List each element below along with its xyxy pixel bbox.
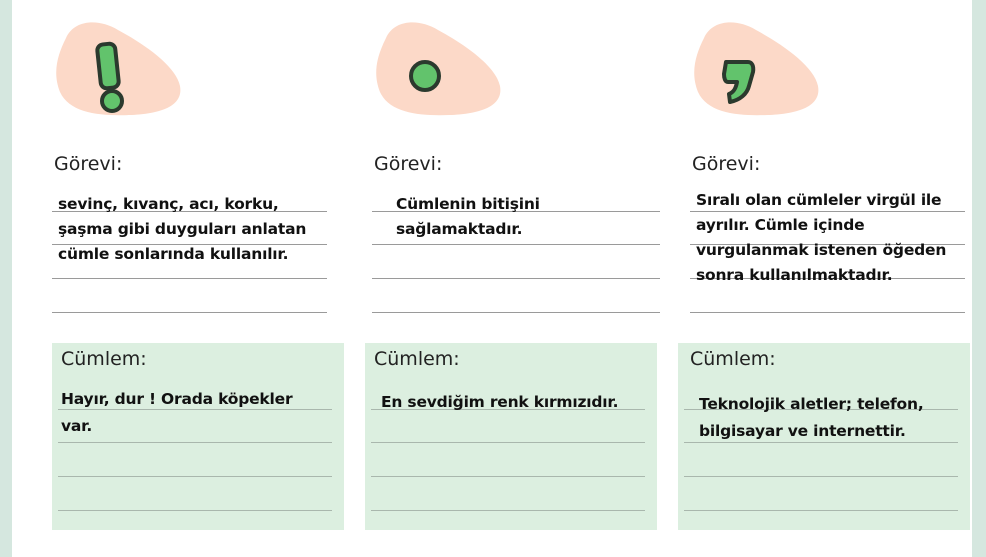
gorevi-label: Görevi: — [54, 153, 123, 175]
cumlem-line — [371, 442, 645, 443]
gorevi-text: Cümlenin bitişini sağlamaktadır. — [396, 195, 540, 238]
cumlem-line — [684, 476, 958, 477]
gorevi-line — [52, 278, 327, 279]
cumlem-line — [58, 476, 332, 477]
cumlem-box — [678, 343, 970, 530]
cumlem-line — [684, 510, 958, 511]
cumlem-line — [371, 510, 645, 511]
gorevi-line — [372, 278, 660, 279]
cumlem-label: Cümlem: — [690, 348, 776, 370]
gorevi-line — [690, 312, 965, 313]
gorevi-text: sevinç, kıvanç, acı, korku, şaşma gibi duyguları anlatan cümle sonlarında kullanılır. — [58, 195, 307, 263]
cumlem-line — [371, 476, 645, 477]
gorevi-label: Görevi: — [692, 153, 761, 175]
gorevi-text: Sıralı olan cümleler virgül ile ayrılır. Cümle içinde vurgulanmak istenen öğeden sonra kullanılmaktadır. — [696, 191, 947, 284]
cumlem-box — [365, 343, 657, 530]
gorevi-line — [52, 312, 327, 313]
period-icon — [372, 16, 502, 121]
gorevi-line — [372, 244, 660, 245]
gorevi-line — [372, 312, 660, 313]
worksheet-page — [12, 0, 972, 557]
cumlem-line — [58, 510, 332, 511]
cumlem-text: Hayır, dur ! Orada köpekler var. — [61, 390, 293, 435]
cumlem-text: En sevdiğim renk kırmızıdır. — [381, 393, 619, 411]
cumlem-line — [58, 442, 332, 443]
gorevi-label: Görevi: — [374, 153, 443, 175]
exclamation-mark-icon — [52, 16, 182, 121]
cumlem-box — [52, 343, 344, 530]
cumlem-label: Cümlem: — [61, 348, 147, 370]
cumlem-label: Cümlem: — [374, 348, 460, 370]
comma-icon — [690, 16, 820, 121]
cumlem-text: Teknolojik aletler; telefon, bilgisayar ve internettir. — [699, 395, 924, 440]
